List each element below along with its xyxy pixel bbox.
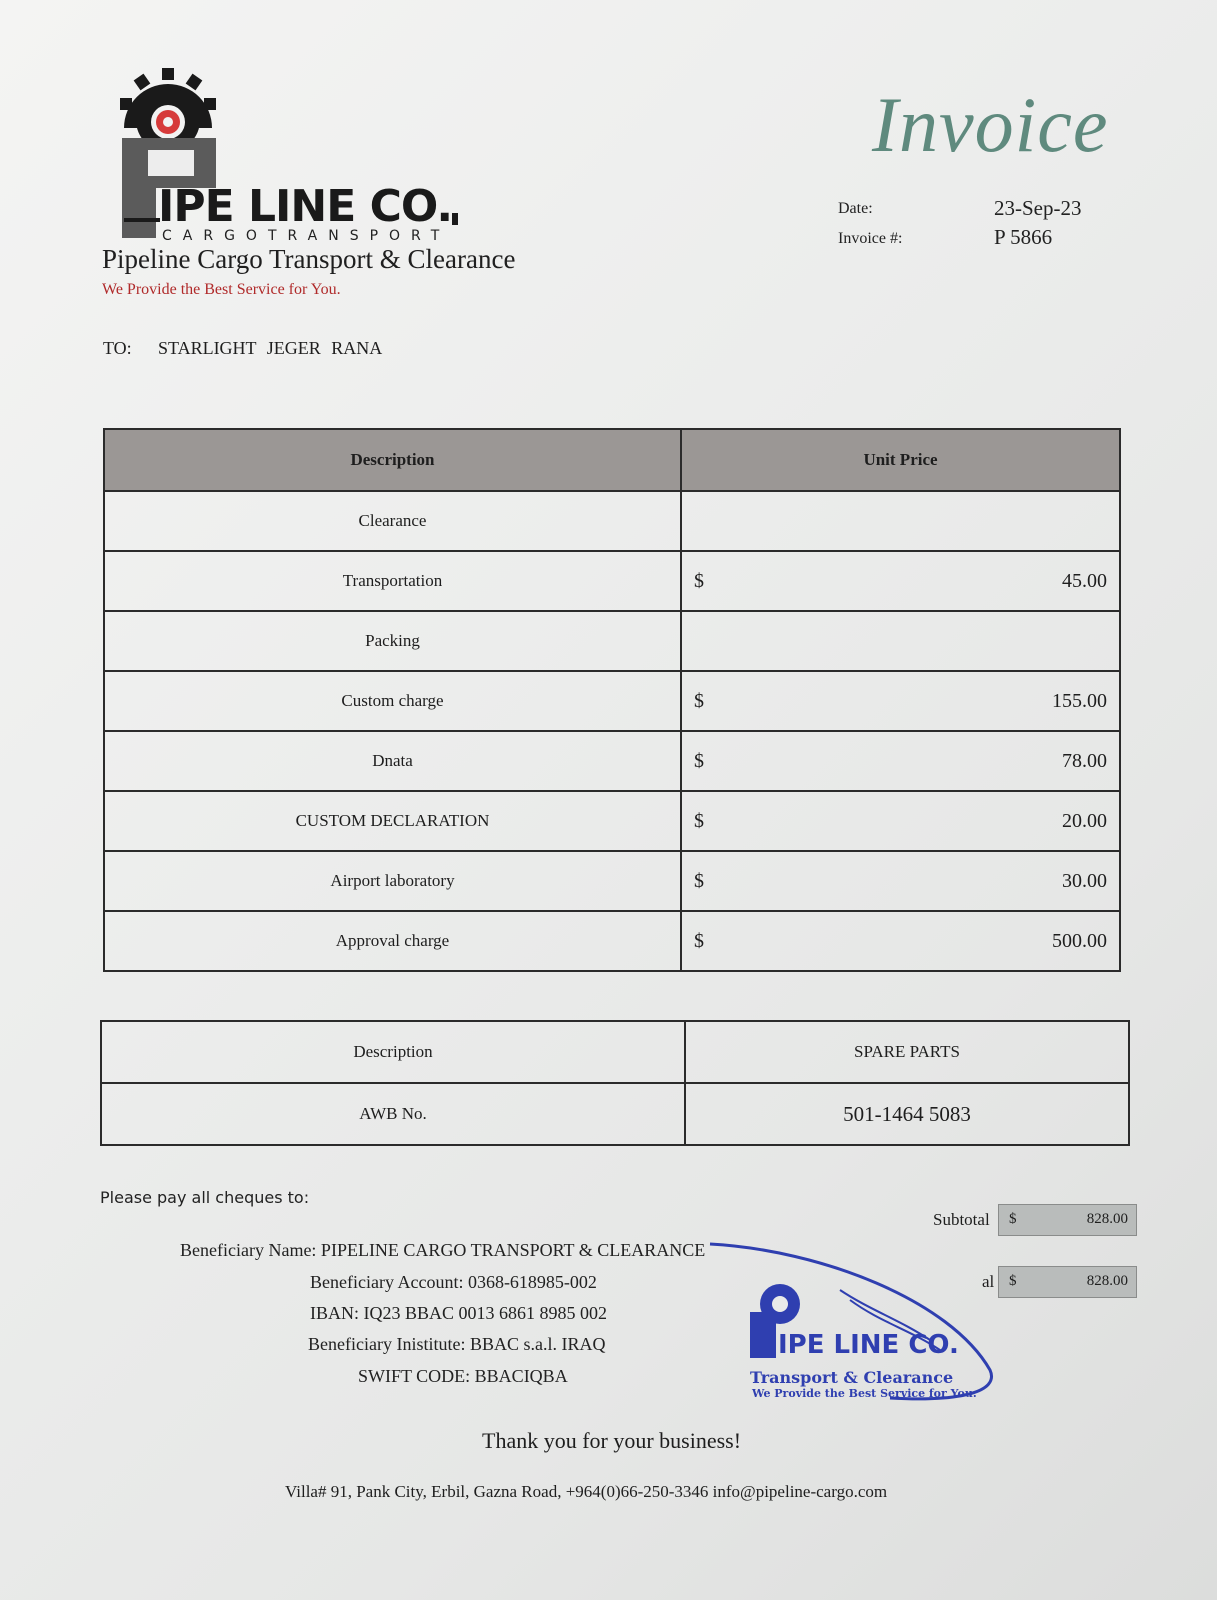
company-name: Pipeline Cargo Transport & Clearance <box>102 244 516 274</box>
currency-symbol: $ <box>694 689 704 712</box>
table-row <box>104 551 1120 611</box>
date-value: 23-Sep-23 <box>994 196 1082 220</box>
total-currency: $ <box>1009 1273 1017 1289</box>
item-price-cell <box>681 671 1120 731</box>
stamp-logo-text: IPE LINE CO. <box>778 1330 959 1360</box>
shipment-info-table <box>100 1020 1130 1146</box>
item-price: 155.00 <box>1052 689 1107 712</box>
item-price: 20.00 <box>1062 809 1107 832</box>
item-price: 30.00 <box>1062 869 1107 892</box>
stamp-line-2: We Provide the Best Service for You. <box>752 1387 977 1400</box>
description-header: Description <box>104 429 681 491</box>
currency-symbol: $ <box>694 749 704 772</box>
invoice-title: Invoice <box>872 81 1109 168</box>
item-price: 45.00 <box>1062 569 1107 592</box>
logo-accent <box>452 213 458 225</box>
total-label: al <box>982 1272 995 1291</box>
item-price: 78.00 <box>1062 749 1107 772</box>
subtotal-currency: $ <box>1009 1211 1017 1227</box>
beneficiary-name: Beneficiary Name: PIPELINE CARGO TRANSPORT & CLEARANCE <box>180 1240 706 1260</box>
table-row <box>104 851 1120 911</box>
item-description: Clearance <box>104 491 681 551</box>
payment-instructions-label: Please pay all cheques to: <box>100 1188 310 1207</box>
currency-symbol: $ <box>694 929 704 952</box>
footer-address: Villa# 91, Pank City, Erbil, Gazna Road, +964(0)66-250-3346 info@pipeline-cargo.com <box>285 1482 888 1501</box>
currency-symbol: $ <box>694 809 704 832</box>
shipment-description-label: Description <box>101 1021 685 1083</box>
item-description: Custom charge <box>104 671 681 731</box>
subtotal-label: Subtotal <box>933 1210 990 1229</box>
currency-symbol: $ <box>694 869 704 892</box>
company-tagline: We Provide the Best Service for You. <box>102 281 341 298</box>
item-price-cell <box>681 791 1120 851</box>
currency-symbol: $ <box>694 569 704 592</box>
item-price-cell <box>681 491 1120 551</box>
invoice-number-label: Invoice #: <box>838 230 903 247</box>
table-row <box>104 491 1120 551</box>
table-row <box>104 611 1120 671</box>
item-description: Packing <box>104 611 681 671</box>
table-row <box>104 731 1120 791</box>
beneficiary-institute: Beneficiary Inistitute: BBAC s.a.l. IRAQ <box>308 1334 606 1354</box>
awb-value: 501-1464 5083 <box>685 1083 1129 1145</box>
swift-code: SWIFT CODE: BBACIQBA <box>358 1366 568 1386</box>
items-header-row <box>104 429 1120 491</box>
awb-label: AWB No. <box>101 1083 685 1145</box>
item-price-cell <box>681 911 1120 971</box>
recipient-name: STARLIGHT JEGER RANA <box>158 338 383 358</box>
item-description: Dnata <box>104 731 681 791</box>
items-table <box>103 428 1121 972</box>
item-price-cell <box>681 551 1120 611</box>
date-label: Date: <box>838 200 873 217</box>
logo-underline <box>124 218 160 222</box>
item-price-cell <box>681 731 1120 791</box>
thank-you-message: Thank you for your business! <box>482 1428 742 1453</box>
recipient-label: TO: <box>103 338 132 358</box>
stamp-line-1: Transport & Clearance <box>750 1368 954 1387</box>
item-description: Approval charge <box>104 911 681 971</box>
beneficiary-account: Beneficiary Account: 0368-618985-002 <box>310 1272 597 1292</box>
table-row <box>101 1083 1129 1145</box>
invoice-number-value: P 5866 <box>994 225 1053 249</box>
company-stamp <box>700 1230 1020 1410</box>
item-price-cell <box>681 611 1120 671</box>
total-value: 828.00 <box>1086 1273 1128 1289</box>
subtotal-value: 828.00 <box>1086 1211 1128 1227</box>
item-description: Airport laboratory <box>104 851 681 911</box>
table-row <box>101 1021 1129 1083</box>
item-price-cell <box>681 851 1120 911</box>
logo-subtext: CARGOTRANSPORT <box>162 228 451 244</box>
table-row <box>104 671 1120 731</box>
item-description: CUSTOM DECLARATION <box>104 791 681 851</box>
shipment-description-value: SPARE PARTS <box>685 1021 1129 1083</box>
iban: IBAN: IQ23 BBAC 0013 6861 8985 002 <box>310 1303 608 1323</box>
company-logo <box>110 68 480 248</box>
item-description: Transportation <box>104 551 681 611</box>
item-price: 500.00 <box>1052 929 1107 952</box>
unit-price-header: Unit Price <box>681 429 1120 491</box>
table-row <box>104 911 1120 971</box>
table-row <box>104 791 1120 851</box>
logo-text: IPE LINE CO. <box>158 181 453 232</box>
